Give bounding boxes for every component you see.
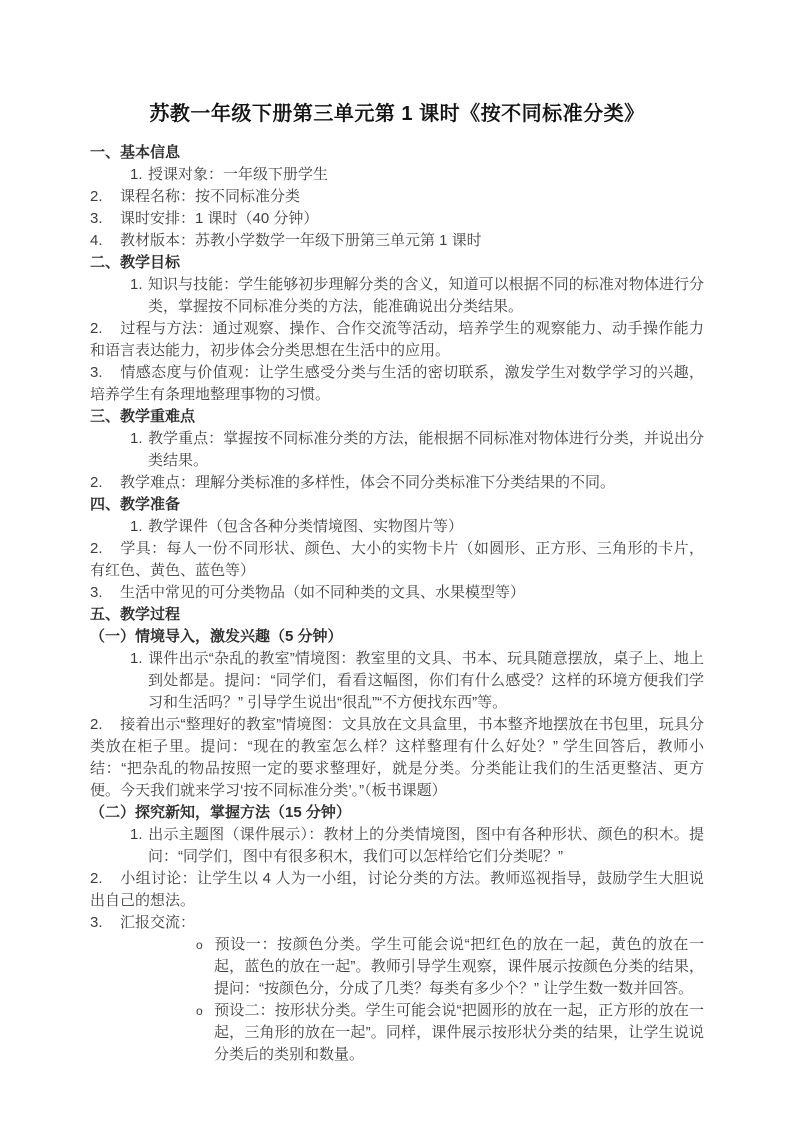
- numbered-item: [90, 208, 704, 230]
- item-text: 小组讨论：让学生以 4 人为一小组，讨论分类的方法。教师巡视指导，鼓励学生大胆说出自己的想法。: [90, 870, 704, 909]
- bullet-item: [90, 934, 704, 1000]
- document-body: [90, 142, 704, 1066]
- list-number: 2.: [90, 320, 103, 337]
- list-number: 1.: [130, 650, 143, 667]
- item-text: 预设二：按形状分类。学生可能会说“把圆形的放在一起，正方形的放在一起，三角形的放在一起”。同样，课件展示按形状分类的结果，让学生说说分类后的类别和数量。: [214, 1002, 704, 1063]
- section-heading: 五、教学过程: [90, 606, 181, 623]
- subsection-heading: （二）探究新知，掌握方法（15 分钟）: [90, 804, 351, 821]
- item-text: 课件出示“杂乱的教室”情境图：教室里的文具、书本、玩具随意摆放，桌子上、地上到处都是。提问：“同学们，看看这幅图，你们有什么感受？这样的环境方便我们学习和生活吗？” 引导学生说出“很乱”“不方便找东西”等。: [148, 650, 704, 711]
- list-number: 2.: [90, 716, 103, 733]
- numbered-item: [90, 274, 704, 318]
- item-text: 学具：每人一份不同形状、颜色、大小的实物卡片（如圆形、正方形、三角形的卡片，有红色、黄色、蓝色等）: [90, 540, 704, 579]
- numbered-item: [90, 230, 704, 252]
- numbered-item: [90, 912, 704, 934]
- section-heading: 一、基本信息: [90, 144, 181, 161]
- item-text: 汇报交流：: [120, 914, 196, 931]
- numbered-item: [90, 516, 704, 538]
- item-text: 教材版本：苏教小学数学一年级下册第三单元第 1 课时: [120, 232, 482, 249]
- list-number: 2.: [90, 474, 103, 491]
- list-number: 1.: [130, 430, 143, 447]
- list-number: 2.: [90, 540, 103, 557]
- list-number: 3.: [90, 210, 103, 227]
- item-text: 课时安排：1 课时（40 分钟）: [120, 210, 319, 227]
- numbered-item: [90, 164, 704, 186]
- section-heading: 二、教学目标: [90, 254, 181, 271]
- list-number: 3.: [90, 364, 103, 381]
- list-number: 1.: [130, 276, 143, 293]
- item-text: 出示主题图（课件展示）：教材上的分类情境图，图中有各种形状、颜色的积木。提问：“同学们，图中有很多积木，我们可以怎样给它们分类呢？”: [148, 826, 704, 865]
- item-text: 课程名称：按不同标准分类: [120, 188, 301, 205]
- numbered-item: [90, 582, 704, 604]
- list-number: 4.: [90, 232, 103, 249]
- list-number: 2.: [90, 870, 103, 887]
- list-number: 3.: [90, 584, 103, 601]
- numbered-item: [90, 714, 704, 802]
- item-text: 接着出示“整理好的教室”情境图：文具放在文具盒里，书本整齐地摆放在书包里，玩具分类放在柜子里。提问：“现在的教室怎么样？这样整理有什么好处？” 学生回答后，教师小结：“把杂乱的物品按照一定的要求整理好，就是分类。分类能让我们的生活更整洁、更方便。今天我们就来学习‘按不同标准分类’。”（板书课题）: [90, 716, 704, 799]
- item-text: 情感态度与价值观：让学生感受分类与生活的密切联系，激发学生对数学学习的兴趣，培养学生有条理地整理事物的习惯。: [90, 364, 704, 403]
- numbered-item: [90, 868, 704, 912]
- numbered-item: [90, 186, 704, 208]
- numbered-item: [90, 318, 704, 362]
- numbered-item: [90, 824, 704, 868]
- section-heading: 四、教学准备: [90, 496, 181, 513]
- list-bullet-marker: o: [196, 938, 203, 952]
- list-number: 2.: [90, 188, 103, 205]
- list-number: 3.: [90, 914, 103, 931]
- item-text: 知识与技能：学生能够初步理解分类的含义，知道可以根据不同的标准对物体进行分类，掌握按不同标准分类的方法，能准确说出分类结果。: [148, 276, 704, 315]
- numbered-item: [90, 648, 704, 714]
- item-text: 过程与方法：通过观察、操作、合作交流等活动，培养学生的观察能力、动手操作能力和语言表达能力，初步体会分类思想在生活中的应用。: [90, 320, 704, 359]
- numbered-item: [90, 538, 704, 582]
- list-number: 1.: [130, 826, 143, 843]
- item-text: 预设一：按颜色分类。学生可能会说“把红色的放在一起，黄色的放在一起，蓝色的放在一起”。教师引导学生观察，课件展示按颜色分类的结果，提问：“按颜色分，分成了几类？每类有多少个？” 让学生数一数并回答。: [214, 936, 704, 997]
- item-text: 授课对象：一年级下册学生: [148, 166, 329, 183]
- document-title: 苏教一年级下册第三单元第 1 课时《按不同标准分类》: [149, 103, 645, 125]
- item-text: 生活中常见的可分类物品（如不同种类的文具、水果模型等）: [120, 584, 526, 601]
- bullet-item: [90, 1000, 704, 1066]
- list-number: 1.: [130, 166, 143, 183]
- item-text: 教学难点：理解分类标准的多样性，体会不同分类标准下分类结果的不同。: [120, 474, 616, 491]
- subsection-heading: （一）情境导入，激发兴趣（5 分钟）: [90, 628, 343, 645]
- list-bullet-marker: o: [196, 1004, 203, 1018]
- list-number: 1.: [130, 518, 143, 535]
- section-heading: 三、教学重难点: [90, 408, 196, 425]
- numbered-item: [90, 428, 704, 472]
- item-text: 教学重点：掌握按不同标准分类的方法，能根据不同标准对物体进行分类，并说出分类结果。: [148, 430, 704, 469]
- numbered-item: [90, 472, 704, 494]
- numbered-item: [90, 362, 704, 406]
- item-text: 教学课件（包含各种分类情境图、实物图片等）: [148, 518, 464, 535]
